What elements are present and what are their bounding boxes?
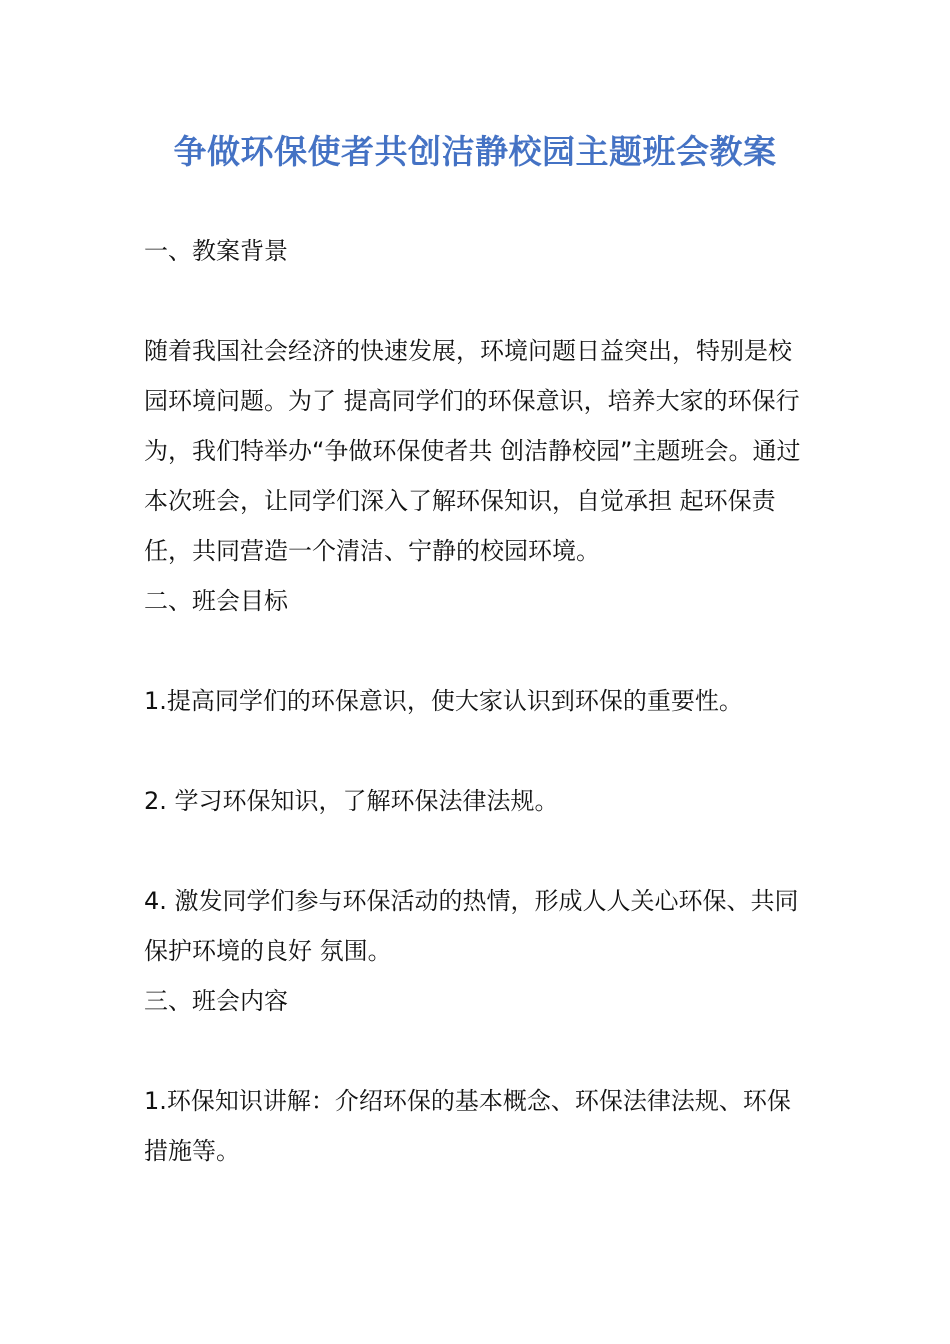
- goal-item-1: 1.提高同学们的环保意识，使大家认识到环保的重要性。: [144, 687, 743, 715]
- spacer: [144, 826, 810, 876]
- section-heading-background: 一、教案背景: [144, 237, 288, 265]
- section-heading-content: 三、班会内容: [144, 987, 288, 1015]
- spacer: [144, 726, 810, 776]
- content-item-1: 1.环保知识讲解：介绍环保的基本概念、环保法律法规、环保措施等。: [144, 1087, 791, 1165]
- spacer: [144, 626, 810, 676]
- document-body: [144, 226, 810, 1176]
- goal-item-4: 4. 激发同学们参与环保活动的热情，形成人人关心环保、共同保护环境的良好 氛围。: [144, 887, 799, 965]
- goal-item-2: 2. 学习环保知识，了解环保法律法规。: [144, 787, 559, 815]
- document-title: 争做环保使者共创洁静校园主题班会教案: [173, 132, 777, 171]
- section-heading-goals: 二、班会目标: [144, 587, 288, 615]
- background-paragraph: 随着我国社会经济的快速发展，环境问题日益突出，特别是校园环境问题。为了 提高同学们的环保意识，培养大家的环保行为，我们特举办“争做环保使者共 创洁静校园”主题班会。通过本次班会，让同学们深入了解环保知识，自觉承担 起环保责任，共同营造一个清洁、宁静的校园环境。: [144, 337, 801, 565]
- spacer: [144, 276, 810, 326]
- spacer: [144, 1026, 810, 1076]
